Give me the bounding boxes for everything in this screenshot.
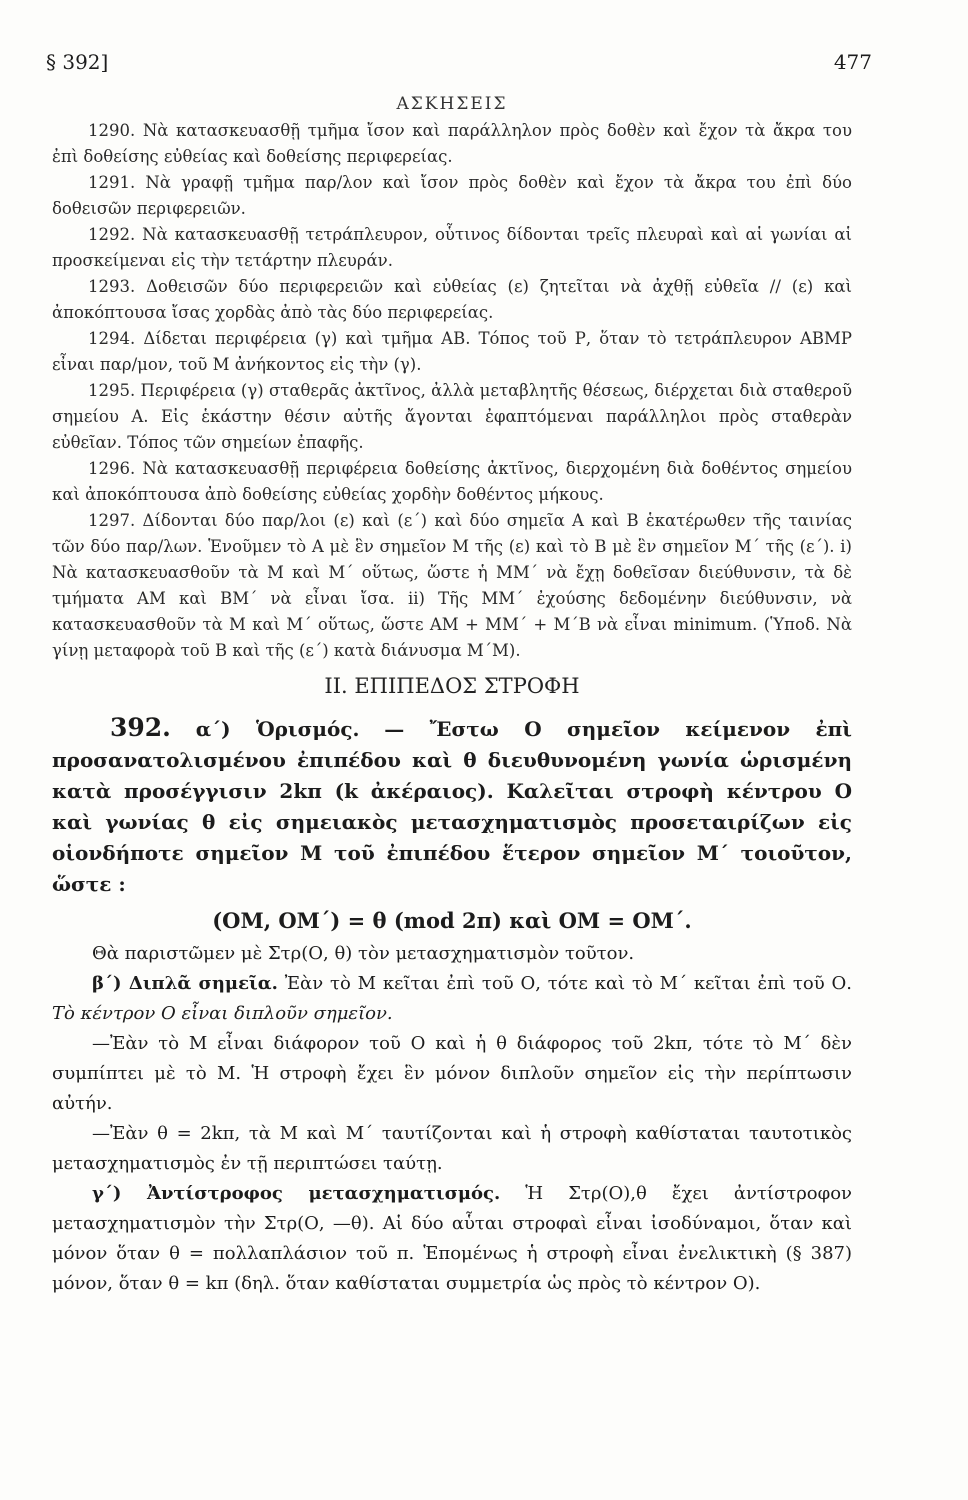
exercise-1293: 1293. Δοθεισῶν δύο περιφερειῶν καὶ εὐθείας (ε) ζητεῖται νὰ ἀχθῇ εὐθεῖα // (ε) καὶ ἀποκόπτουσα ἴσας χορδὰς ἀπὸ τὰς δύο περιφερείας.	[52, 277, 852, 322]
paragraph-single-double-point: —Ἐὰν τὸ Μ εἶναι διάφορον τοῦ Ο καὶ ἡ θ διάφορος τοῦ 2kπ, τότε τὸ Μ΄ δὲν συμπίπτει μὲ τὸ Μ. Ἡ στροφὴ ἔχει ἓν μόνον διπλοῦν σημεῖον εἰς τὴν περίπτωσιν αὐτήν.	[52, 1033, 852, 1114]
rotation-formula: (ΟΜ, ΟΜ΄) = θ (mod 2π) καὶ ΟΜ = ΟΜ΄.	[212, 908, 692, 933]
page	[46, 50, 872, 1299]
definition-text: — Ἔστω Ο σημεῖον κείμενον ἐπὶ προσανατολισμένου ἐπιπέδου καὶ θ διευθυνομένη γωνία ὡρισμένη κατὰ προσέγγισιν 2kπ (k ἀκέραιος). Καλεῖται στροφὴ κέντρου Ο καὶ γωνίας θ εἰς σημειακὸς μετασχηματισμὸς προσεταιρίζων εἰς οἱονδήποτε σημεῖον Μ τοῦ ἐπιπέδου ἕτερον σημεῖον Μ΄ τοιοῦτον, ὥστε :	[52, 717, 852, 896]
definition-label: α΄) Ὁρισμός.	[195, 717, 360, 741]
page-header	[46, 50, 872, 74]
section-title: ΙΙ. ΕΠΙΠΕΔΟΣ ΣΤΡΟΦΗ	[324, 674, 580, 698]
exercise-1297: 1297. Δίδονται δύο παρ/λοι (ε) καὶ (ε΄) καὶ δύο σημεῖα Α καὶ Β ἑκατέρωθεν τῆς ταινίας τῶν δύο παρ/λων. Ἑνοῦμεν τὸ Α μὲ ἓν σημεῖον Μ τῆς (ε) καὶ τὸ Β μὲ ἓν σημεῖον Μ΄ τῆς (ε΄). i) Νὰ κατασκευασθοῦν τὰ Μ καὶ Μ΄ οὕτως, ὥστε ἡ ΜΜ΄ νὰ ἔχῃ δοθεῖσαν διεύθυνσιν, τὰ δὲ τμήματα ΑΜ καὶ ΒΜ΄ νὰ εἶναι ἴσα. ii) Τῆς ΜΜ΄ ἐχούσης δεδομένην διεύθυνσιν, νὰ κατασκευασθοῦν τὰ Μ καὶ Μ΄ οὕτως, ὥστε ΑΜ + ΜΜ΄ + Μ΄Β νὰ εἶναι minimum. (Ὑποδ. Νὰ γίνῃ μεταφορὰ τοῦ Β καὶ τῆς (ε΄) κατὰ διάνυσμα Μ΄Μ).	[52, 511, 852, 660]
notation-text: Θὰ παριστῶμεν μὲ Στρ(Ο, θ) τὸν μετασχηματισμὸν τοῦτον.	[92, 943, 635, 964]
exercise-1291: 1291. Νὰ γραφῇ τμῆμα παρ/λον καὶ ἴσον πρὸς δοθὲν καὶ ἔχον τὰ ἄκρα του ἐπὶ δύο δοθεισῶν περιφερειῶν.	[52, 173, 852, 218]
exercise-1292: 1292. Νὰ κατασκευασθῇ τετράπλευρον, οὗτινος δίδονται τρεῖς πλευραὶ καὶ αἱ γωνίαι αἱ προσκείμεναι εἰς τὴν τετάρτην πλευράν.	[52, 225, 852, 270]
exercise-list	[52, 118, 852, 664]
exercise-1296: 1296. Νὰ κατασκευασθῇ περιφέρεια δοθείσης ἀκτῖνος, διερχομένη διὰ δοθέντος σημείου καὶ ἀποκόπτουσα ἀπὸ δοθείσης εὐθείας χορδὴν δοθέντος μήκους.	[52, 459, 852, 504]
double-points-label: β΄) Διπλᾶ σημεῖα.	[92, 973, 278, 994]
paragraph-identity: —Ἐὰν θ = 2kπ, τὰ Μ καὶ Μ΄ ταυτίζονται καὶ ἡ στροφὴ καθίσταται ταυτοτικὸς μετασχηματισμὸς ἐν τῇ περιπτώσει ταύτῃ.	[52, 1123, 852, 1174]
double-points-text: Ἐὰν τὸ Μ κεῖται ἐπὶ τοῦ Ο, τότε καὶ τὸ Μ΄ κεῖται ἐπὶ τοῦ Ο.	[284, 973, 852, 994]
exercise-1295: 1295. Περιφέρεια (γ) σταθερᾶς ἀκτῖνος, ἀλλὰ μεταβλητῆς θέσεως, διέρχεται διὰ σταθεροῦ σημείου Α. Εἰς ἑκάστην θέσιν αὐτῆς ἄγονται ἐφαπτόμεναι παράλληλοι πρὸς σταθερὰν εὐθεῖαν. Τόπος τῶν σημείων ἐπαφῆς.	[52, 381, 852, 452]
paragraph-number: 392.	[110, 713, 171, 742]
paragraph-inverse	[52, 1179, 852, 1299]
page-number: 477	[833, 50, 872, 74]
paragraph-392	[52, 712, 852, 900]
exercise-1294: 1294. Δίδεται περιφέρεια (γ) καὶ τμῆμα ΑΒ. Τόπος τοῦ Ρ, ὅταν τὸ τετράπλευρον ΑΒΜΡ εἶναι παρ/μον, τοῦ Μ ἀνήκοντος εἰς τὴν (γ).	[52, 329, 852, 374]
exercise-1290: 1290. Νὰ κατασκευασθῇ τμῆμα ἴσον καὶ παράλληλον πρὸς δοθὲν καὶ ἔχον τὰ ἄκρα του ἐπὶ δοθείσης εὐθείας καὶ δοθείσης περιφερείας.	[52, 121, 852, 166]
double-points-italic: Τὸ κέντρον Ο εἶναι διπλοῦν σημεῖον.	[52, 1003, 393, 1024]
paragraph-double-points	[52, 969, 852, 1029]
inverse-label: γ΄) Ἀντίστροφος μετασχηματισμός.	[92, 1183, 501, 1204]
inverse-text: Ἡ Στρ(Ο),θ ἔχει ἀντίστροφον μετασχηματισμὸν τὴν Στρ(Ο, —θ). Αἱ δύο αὗται στροφαὶ εἶναι ἰσοδύναμοι, ὅταν καὶ μόνον ὅταν θ = πολλαπλάσιον τοῦ π. Ἑπομένως ἡ στροφὴ εἶναι ἐνελικτικὴ (§ 387) μόνον, ὅταν θ = kπ (δηλ. ὅταν καθίσταται συμμετρία ὡς πρὸς τὸ κέντρον Ο).	[52, 1183, 852, 1294]
section-reference: § 392]	[46, 50, 109, 74]
exercises-title: ΑΣΚΗΣΕΙΣ	[396, 94, 508, 114]
